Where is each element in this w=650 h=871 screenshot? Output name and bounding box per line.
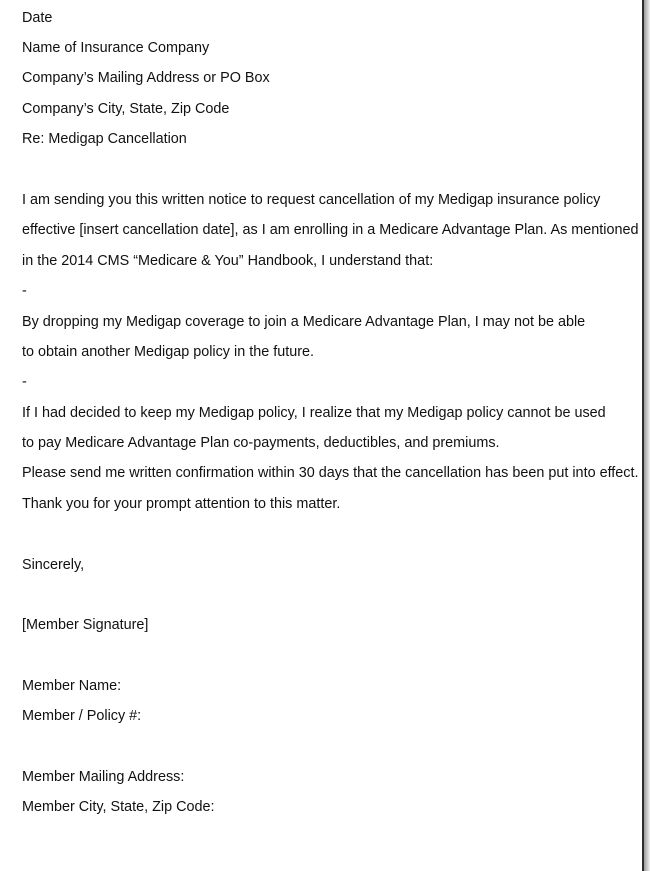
body-line: in the 2014 CMS “Medicare & You” Handbook, I understand that: <box>22 253 434 269</box>
company-city-line: Company’s City, State, Zip Code <box>22 101 230 117</box>
body-line: effective [insert cancellation date], as I am enrolling in a Medicare Advantage Plan. As mentioned <box>22 222 639 238</box>
page-shadow <box>644 0 650 871</box>
member-city-line: Member City, State, Zip Code: <box>22 799 215 815</box>
bullet-marker: - <box>22 374 27 390</box>
bullet-text-line: By dropping my Medigap coverage to join a Medicare Advantage Plan, I may not be able <box>22 314 586 330</box>
request-line: Please send me written confirmation within 30 days that the cancellation has been put into effect. <box>22 465 639 481</box>
bullet-marker: - <box>22 283 27 299</box>
bullet-text-line: If I had decided to keep my Medigap policy, I realize that my Medigap policy cannot be used <box>22 405 606 421</box>
company-name-line: Name of Insurance Company <box>22 40 210 56</box>
subject-line: Re: Medigap Cancellation <box>22 131 187 147</box>
thanks-line: Thank you for your prompt attention to this matter. <box>22 496 341 512</box>
date-line: Date <box>22 10 53 26</box>
member-policy-line: Member / Policy #: <box>22 708 142 724</box>
bullet-text-line: to pay Medicare Advantage Plan co-payments, deductibles, and premiums. <box>22 435 500 451</box>
member-address-line: Member Mailing Address: <box>22 769 185 785</box>
company-address-line: Company’s Mailing Address or PO Box <box>22 70 270 86</box>
closing-line: Sincerely, <box>22 557 85 573</box>
signature-placeholder: [Member Signature] <box>22 617 149 633</box>
member-name-line: Member Name: <box>22 678 122 694</box>
body-line: I am sending you this written notice to request cancellation of my Medigap insurance policy <box>22 192 601 208</box>
bullet-text-line: to obtain another Medigap policy in the future. <box>22 344 315 360</box>
